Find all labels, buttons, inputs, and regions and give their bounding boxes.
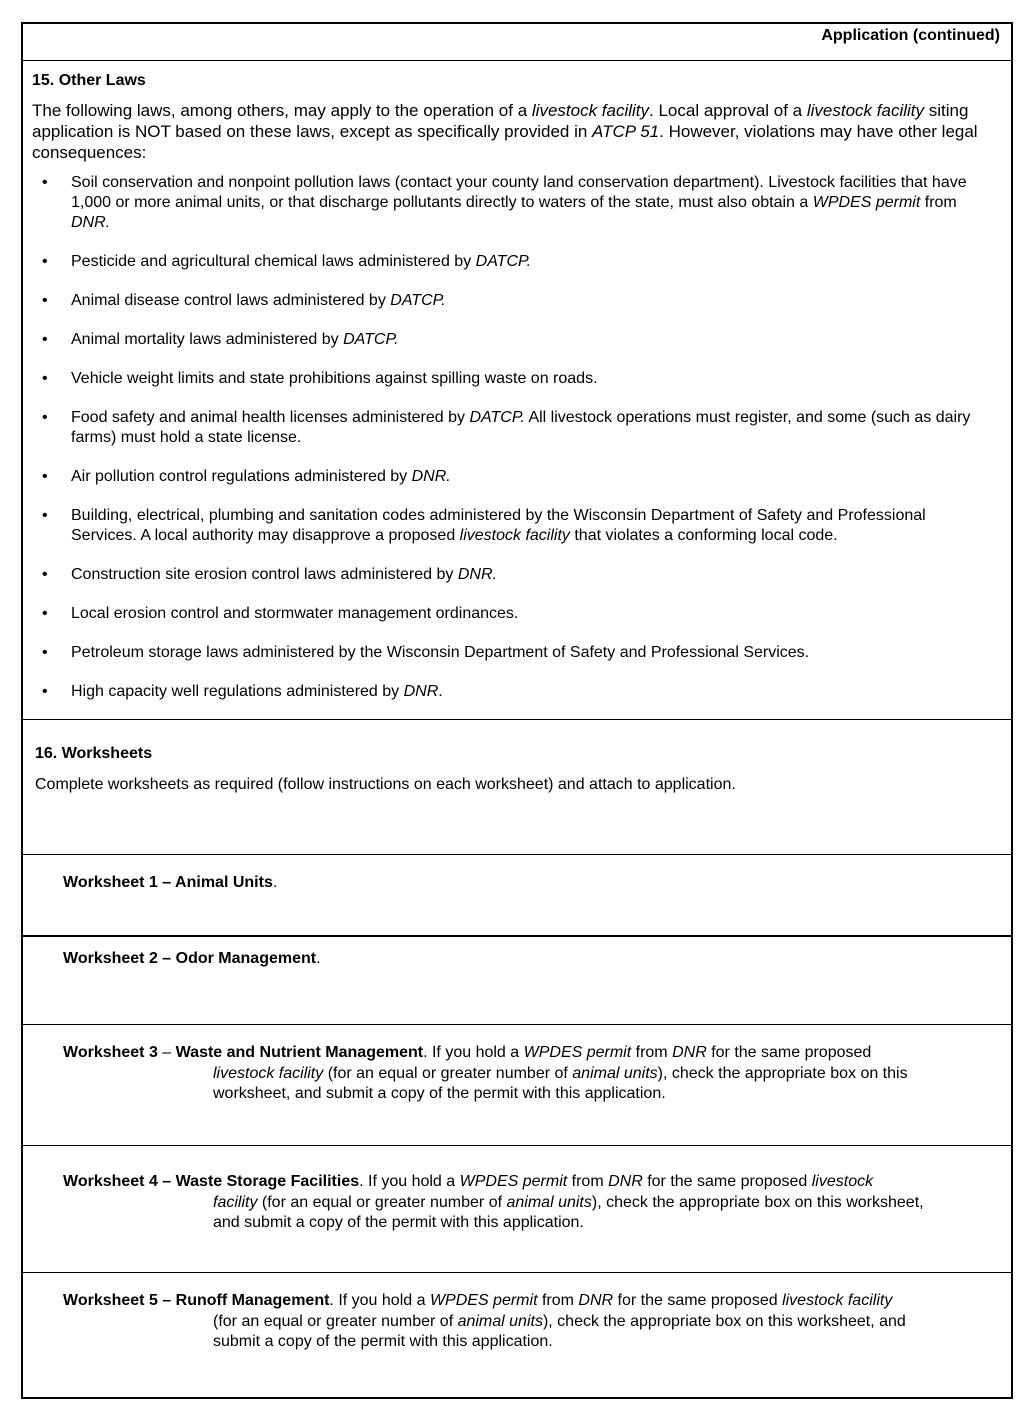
divider (23, 719, 1011, 720)
italic-term: livestock facility (806, 101, 924, 120)
bold-text: Worksheet 4 – Waste Storage Facilities (63, 1173, 360, 1190)
law-list-item (32, 291, 1011, 311)
text-run: ), check the appropriate box on this worksheet, (591, 1193, 924, 1211)
text-run: (for an equal or greater number of (257, 1193, 507, 1211)
worksheet-title-line (23, 873, 1011, 894)
text-run: (for an equal or greater number of (323, 1064, 573, 1082)
divider (23, 60, 1011, 61)
bullet-icon: • (42, 174, 48, 191)
text-run: . (438, 683, 443, 700)
italic-term: DNR. (71, 214, 111, 231)
form-page-frame (21, 22, 1013, 1399)
text-run: . (316, 950, 321, 967)
bullet-icon: • (42, 292, 48, 309)
text-run: for the same proposed (613, 1292, 783, 1309)
law-text (71, 468, 451, 485)
bullet-icon: • (42, 253, 48, 270)
section-title: 16. Worksheets (35, 745, 153, 762)
worksheet-row (23, 1172, 1011, 1234)
text-run: (for an equal or greater number of (213, 1312, 458, 1330)
law-text (71, 644, 809, 661)
text-run: and submit a copy of the permit with this application. (213, 1214, 584, 1231)
text-run: Local erosion control and stormwater management ordinances. (71, 605, 519, 622)
worksheet-description-line (23, 1064, 1011, 1085)
law-list-item (32, 506, 1011, 546)
law-text (71, 331, 399, 348)
law-list-item (32, 682, 1011, 702)
section-intro (32, 100, 1011, 163)
bold-text: Waste and Nutrient Management (175, 1044, 424, 1061)
text-run: The following laws, among others, may apply to the operation of a (32, 101, 532, 120)
italic-term: livestock facility (782, 1292, 893, 1309)
italic-term: DATCP. (475, 253, 532, 270)
italic-term: DNR (578, 1292, 614, 1309)
law-list-item (32, 604, 1011, 624)
text-run: from (537, 1292, 579, 1309)
worksheet-description-line (23, 1193, 1011, 1214)
text-run: . If you hold a (359, 1173, 460, 1190)
italic-term: animal units (457, 1312, 543, 1330)
text-run: siting application is NOT based on these laws, except as specifically provided in (32, 101, 969, 141)
law-list-item (32, 173, 1011, 233)
bold-text: Worksheet 2 – Odor Management (63, 950, 317, 967)
italic-term: WPDES permit (429, 1292, 538, 1309)
bullet-icon: • (42, 566, 48, 583)
divider (23, 1024, 1011, 1025)
italic-term: DNR (608, 1173, 643, 1190)
text-run: . (272, 874, 278, 891)
text-run: All livestock operations must register, and some (such as dairy farms) must hold a state license. (71, 409, 971, 446)
law-text (71, 507, 926, 544)
bold-text: Worksheet 3 (63, 1044, 158, 1061)
text-run: that violates a conforming local code. (569, 527, 838, 544)
law-list-item (32, 369, 1011, 389)
italic-term: WPDES permit (523, 1044, 632, 1061)
bullet-icon: • (42, 683, 48, 700)
text-run: Vehicle weight limits and state prohibitions against spilling waste on roads. (71, 370, 598, 387)
italic-term: animal units (506, 1193, 592, 1211)
italic-term: livestock (811, 1173, 874, 1190)
bullet-icon: • (42, 468, 48, 485)
worksheets-instructions: Complete worksheets as required (follow instructions on each worksheet) and attach to application. (35, 776, 736, 793)
italic-term: DNR (403, 683, 439, 700)
divider (23, 935, 1011, 937)
text-run: . However, violations may have other legal consequences: (32, 122, 978, 162)
law-text (71, 292, 446, 309)
italic-term: ATCP 51 (592, 122, 660, 141)
worksheet-description-line (23, 1213, 1011, 1234)
italic-term: animal units (572, 1064, 658, 1082)
law-text (71, 174, 967, 231)
text-run: submit a copy of the permit with this application. (213, 1333, 553, 1350)
italic-term: DATCP. (390, 292, 446, 309)
text-run: Construction site erosion control laws administered by (71, 566, 458, 583)
text-run: worksheet, and submit a copy of the permit with this application. (213, 1085, 666, 1102)
bullet-icon: • (42, 644, 48, 661)
worksheet-description-line (23, 1312, 1011, 1333)
law-text (71, 566, 497, 583)
law-list-item (32, 565, 1011, 585)
text-run: . If you hold a (329, 1292, 430, 1309)
worksheet-title-line (23, 949, 1011, 970)
text-run: Building, electrical, plumbing and sanitation codes administered by the Wisconsin Department of Safety and Professional Services. A local authority may disapprove a proposed (71, 507, 926, 544)
page-title: Application (continued) (821, 27, 1000, 44)
italic-term: livestock facility (459, 527, 570, 544)
italic-term: DNR (672, 1044, 707, 1061)
law-list-item (32, 252, 1011, 272)
text-run: . Local approval of a (649, 101, 807, 120)
text-run: for the same proposed (642, 1173, 812, 1190)
bold-text: Worksheet 1 – Animal Units (63, 874, 273, 891)
section-title: 15. Other Laws (32, 72, 146, 89)
text-run: . If you hold a (423, 1044, 524, 1061)
worksheet-description-line (23, 1084, 1011, 1105)
italic-term: livestock facility (531, 101, 650, 120)
law-text (71, 683, 443, 700)
italic-term: DATCP. (469, 409, 525, 426)
worksheet-row (23, 1291, 1011, 1353)
worksheet-row (23, 873, 1011, 894)
italic-term: WPDES permit (812, 194, 921, 211)
law-list-item (32, 643, 1011, 663)
text-run: – (157, 1044, 176, 1061)
italic-term: facility (213, 1193, 258, 1211)
law-text (71, 605, 518, 622)
law-list-item (32, 467, 1011, 487)
text-run: Animal mortality laws administered by (71, 331, 344, 348)
text-run: ), check the appropriate box on this worksheet, and (542, 1312, 906, 1330)
section-worksheets (23, 744, 1011, 795)
law-text (71, 409, 970, 446)
italic-term: WPDES permit (459, 1173, 568, 1190)
text-run: Air pollution control regulations administered by (71, 468, 412, 485)
text-run: Food safety and animal health licenses administered by (71, 409, 470, 426)
bullet-icon: • (42, 409, 48, 426)
bullet-icon: • (42, 507, 48, 524)
worksheet-row (23, 1043, 1011, 1105)
page-header (23, 24, 1011, 61)
text-run: from (631, 1044, 673, 1061)
law-list-item (32, 408, 1011, 448)
law-list-item (32, 330, 1011, 350)
worksheet-description-line (23, 1332, 1011, 1353)
text-run: High capacity well regulations administered by (71, 683, 404, 700)
divider (23, 854, 1011, 855)
bullet-icon: • (42, 331, 48, 348)
italic-term: DNR. (411, 468, 451, 485)
bold-text: Worksheet 5 – Runoff Management (63, 1292, 330, 1309)
italic-term: DATCP. (343, 331, 399, 348)
law-text (71, 370, 598, 387)
laws-list (32, 173, 1011, 702)
italic-term: DNR. (457, 566, 497, 583)
italic-term: livestock facility (213, 1064, 324, 1082)
text-run: Soil conservation and nonpoint pollution laws (contact your county land conservation department). Livestock facilities that have 1,000 or more animal units, or that discharge pollutants directly to waters of the state, must also obtain a (71, 174, 967, 211)
text-run: from (920, 194, 957, 211)
worksheet-title-line (23, 1172, 1011, 1193)
text-run: Pesticide and agricultural chemical laws administered by (71, 253, 476, 270)
bullet-icon: • (42, 370, 48, 387)
law-text (71, 253, 531, 270)
worksheet-row (23, 949, 1011, 970)
worksheet-title-line (23, 1291, 1011, 1312)
text-run: Animal disease control laws administered by (71, 292, 391, 309)
bullet-icon: • (42, 605, 48, 622)
divider (23, 1145, 1011, 1146)
text-run: ), check the appropriate box on this (657, 1064, 908, 1082)
worksheet-title-line (23, 1043, 1011, 1064)
divider (23, 1272, 1011, 1273)
text-run: Petroleum storage laws administered by the Wisconsin Department of Safety and Professional Services. (71, 644, 810, 661)
section-other-laws (23, 71, 1011, 721)
text-run: for the same proposed (706, 1044, 872, 1061)
text-run: from (567, 1173, 609, 1190)
